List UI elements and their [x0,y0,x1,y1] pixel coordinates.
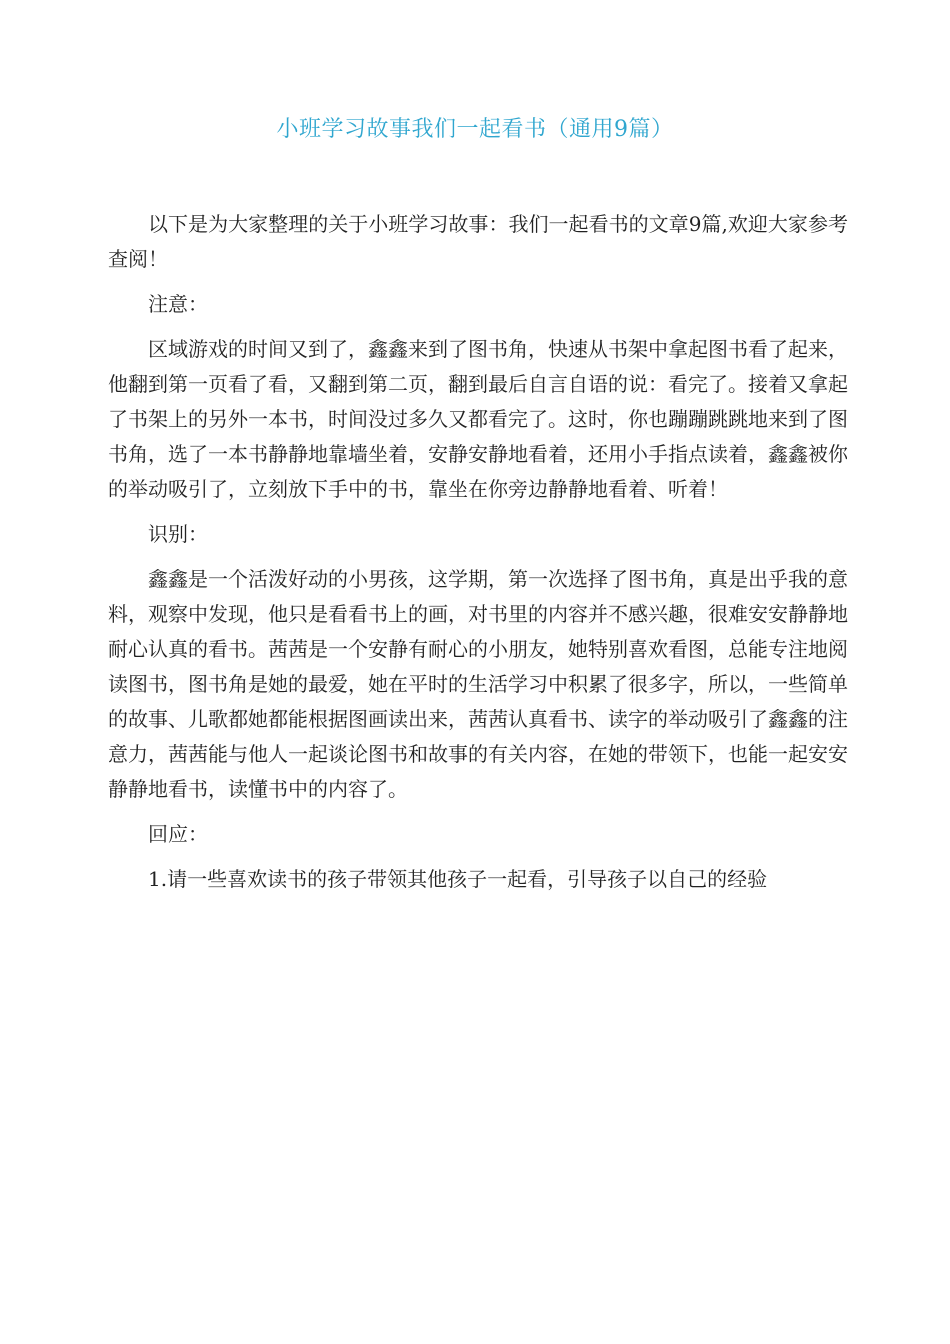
section-label-identify: 识别： [148,522,208,546]
response-item-1: 1.请一些喜欢读书的孩子带领其他孩子一起看，引导孩子以自己的经验 [148,867,768,891]
document-body [108,207,848,907]
section-label-response: 回应： [148,822,208,846]
identify-paragraph: 鑫鑫是一个活泼好动的小男孩，这学期，第一次选择了图书角，真是出乎我的意料，观察中发现，他只是看看书上的画，对书里的内容并不感兴趣，很难安安静静地耐心认真的看书。茜茜是一个安静有耐心的小朋友，她特别喜欢看图，总能专注地阅读图书，图书角是她的最爱，她在平时的生活学习中积累了很多字，所以，一些简单的故事、儿歌都她都能根据图画读出来，茜茜认真看书、读字的举动吸引了鑫鑫的注意力，茜茜能与他人一起谈论图书和故事的有关内容，在她的带领下，也能一起安安静静地看书，读懂书中的内容了。 [108,567,848,801]
intro-paragraph: 以下是为大家整理的关于小班学习故事：我们一起看书的文章9篇,欢迎大家参考查阅！ [108,212,848,271]
section-label-note: 注意： [148,292,208,316]
observation-paragraph: 区域游戏的时间又到了，鑫鑫来到了图书角，快速从书架中拿起图书看了起来，他翻到第一页看了看，又翻到第二页，翻到最后自言自语的说：看完了。接着又拿起了书架上的另外一本书，时间没过多久又都看完了。这时，你也蹦蹦跳跳地来到了图书角，选了一本书静静地靠墙坐着，安静安静地看着，还用小手指点读着，鑫鑫被你的举动吸引了，立刻放下手中的书，靠坐在你旁边静静地看着、听着！ [108,337,848,501]
document-title: 小班学习故事我们一起看书（通用9篇） [276,117,674,142]
